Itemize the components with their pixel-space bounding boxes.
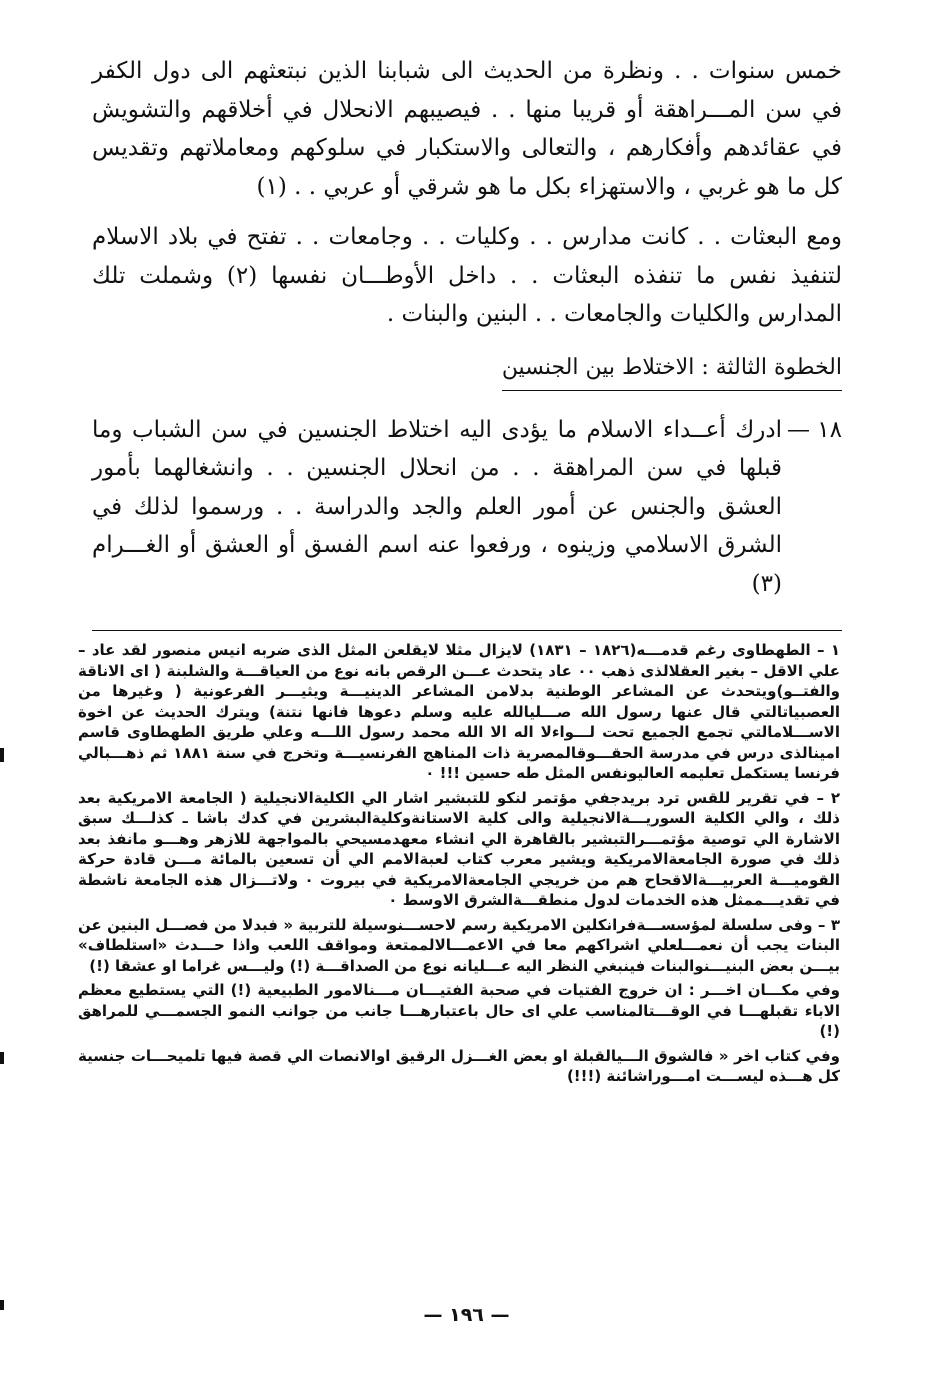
footnotes xyxy=(78,640,840,1091)
section-heading: الخطوة الثالثة : الاختلاط بين الجنسين xyxy=(502,350,842,391)
numbered-paragraph xyxy=(92,411,842,604)
main-text xyxy=(92,52,842,615)
footnote: ٢ – في تقرير للقس ترد بريدجفي مؤتمر لنكو للتبشير اشار الي الكليةالانجيلية ( الجامعة الامريكية بعد ذلك ، والي الكلية السوريـــةالانجيلية والى كلية الاستانةوكليةالبشرين في كدك باشا ـ كذلـــك سبق الاشارة الي توصية مؤتمـــرالتبشير بالقاهرة الي انشاء معهدمسيحي بالمواجهة للازهر وهـــو مانفذ بعد ذلك في صورة الجامعةالامريكية ويشير معرب كتاب لعبةالامم الي أن تسعين بالمائة مـــن قادة حركة القوميـــة العربيـــةالاقحاح هم من خريجي الجامعةالامريكية في بيروت ٠ ولاتـــزال هذه الجامعة ناشطة في تقديـــممثل هذه الخدمات لدول منطقـــةالشرق الاوسط ٠ xyxy=(78,788,840,909)
footnote: ٣ – وفى سلسلة لمؤسســـةفرانكلين الامريكية رسم لاحســـنوسيلة للتربية « فبدلا من فصـــل البنين عن البنات يجب أن نعمـــلعلي اشراكهم معا في الاعمـــالالممتعة ومواقف اللعب واذا حـــدث «استلطاف» بيـــن بعض البنيـــنوالبنات فينبغي النظر اليه عـــليانه نوع من الصداقـــة (!) وليـــس غراما او عشقا (!) xyxy=(78,915,840,975)
footnote: وفي مكـــان اخـــر : ان خروج الفتيات في صحبة الفتيـــان مـــنالامور الطبيعية (!) التي يستطيع معظم الاباء تقبلهـــا في الوقـــتالمناسب علي اى حال باعتبارهـــا جانب من جوانب النمو الجسمـــي للمراهق (!) xyxy=(78,981,840,1040)
page-number: — ١٩٦ — xyxy=(423,1304,510,1326)
paragraph-number: ١٨ — xyxy=(786,416,842,443)
paragraph: ومع البعثات . . كانت مدارس . . وكليات . . وجامعات . . تفتح في بلاد الاسلام لتنفيذ نفس ما تنفذه البعثات . . داخل الأوطـــان نفسها (٢) وشملت تلك المدارس والكليات والجامعات . . البنين والبنات . xyxy=(92,224,843,327)
footnote: ١ – الطهطاوى رغم قدمـــه(١٨٢٦ – ١٨٣١) لايزال مثلا لايقلعن المثل الذى ضربه انيس منصور لقد عاد – علي الاقل – بغير العقلالذى ذهب ٠٠ عاد يتحدث عـــن الرقص بانه نوع من العياقـــة والشلبنة ( اى الاناقة والفتــو)ويتحدث عن المشاعر الوطنية بدلامن المشاعر الدينيـــة ويثيـــر الفرعونية ( وغيرها من العصبياتالتي قال عنها رسول الله صـــليالله عليه وسلم دعوها فانها نتنة) ويترك الحديث عن اخوة الاســـلامالتي تجمع الجميع تحت لـــواءلا اله الا الله محمد رسول اللـــه وعلي طريق الطهطاوى قاسم امينالذى درس في مدرسة الحقـــوقالمصرية ذات المناهج الفرنسيـــة وتخرج في سنة ١٨٨١ ثم ذهـــبالي فرنسا يستكمل تعليمه العاليونفس المثل طه حسين !!! ٠ xyxy=(78,641,840,782)
scan-edge-mark xyxy=(0,748,4,762)
footnote: وفي كتاب اخر « فالشوق الـــيالقبلة او بعض الغـــزل الرقيق اوالانصات الي قصة فيها تلميحـــات جنسية كل هـــذه ليســـت امـــوراشائنة (!!!) xyxy=(78,1046,840,1085)
scan-edge-mark xyxy=(0,1052,4,1064)
paragraph: خمس سنوات . . ونظرة من الحديث الى شبابنا الذين نبتعثهم الى دول الكفر في سن المـــراهقة أو قريبا منها . . فيصيبهم الانحلال في أخلاقهم والتشويش في عقائدهم وأفكارهم ، والتعالى والاستكبار في سلوكهم ومعاملاتهم وتقديس كل ما هو غربي ، والاستهزاء بكل ما هو شرقي أو عربي . . (١) xyxy=(92,58,842,200)
paragraph-text: ادرك أعــداء الاسلام ما يؤدى اليه اختلاط الجنسين في سن الشباب وما قبلها في سن المراهقة . . من انحلال الجنسين . . وانشغالهما بأمور العشق والجنس عن أمور العلم والجد والدراسة . . ورسموا لذلك في الشرق الاسلامي وزينوه ، ورفعوا عنه اسم الفسق أو العشق أو الغـــرام (٣) xyxy=(92,416,782,597)
scan-edge-mark xyxy=(0,1300,4,1310)
footnote-divider xyxy=(92,630,842,631)
